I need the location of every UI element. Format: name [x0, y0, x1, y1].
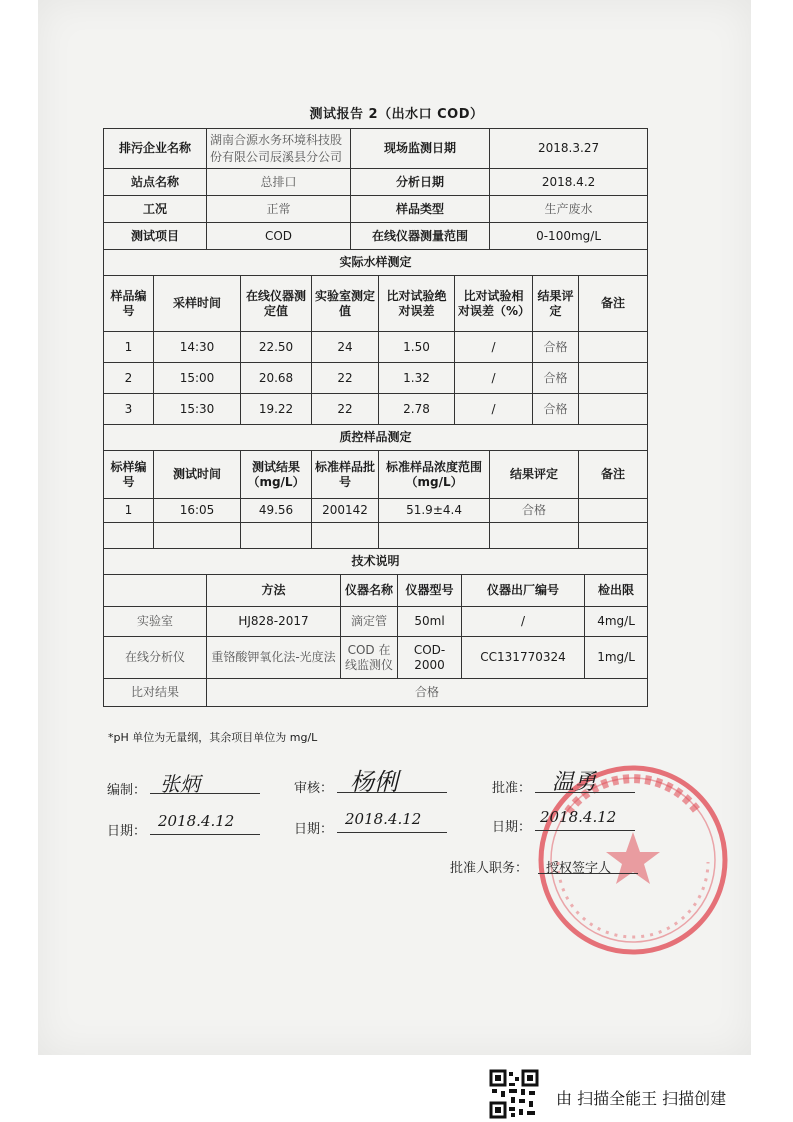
actual-section-title: 实际水样测定: [104, 250, 648, 276]
approver-title-line: [538, 873, 638, 874]
analysis-date-label: 分析日期: [351, 169, 490, 196]
cell: 15:30: [154, 394, 241, 425]
qc-header: 标准样品批号: [312, 451, 379, 499]
sample-type-label: 样品类型: [351, 196, 490, 223]
tech-header-row: [104, 575, 648, 607]
compare-label: 比对结果: [104, 679, 207, 707]
qc-header: 测试结果（mg/L）: [241, 451, 312, 499]
report-title: 测试报告 2（出水口 COD）: [309, 107, 484, 122]
table-row: [104, 499, 648, 523]
cell: 50ml: [398, 607, 462, 637]
cell: CC131770324: [462, 637, 585, 679]
info-row-item: [104, 223, 648, 250]
review-date-label: 日期：: [294, 822, 334, 837]
tech-header: 方法: [207, 575, 341, 607]
cell: 22: [312, 394, 379, 425]
cell: [579, 499, 648, 523]
cell: 滴定管: [341, 607, 398, 637]
compare-row: [104, 679, 648, 707]
cell: /: [462, 607, 585, 637]
actual-header: 比对试验绝对误差: [379, 276, 455, 332]
company-label: 排污企业名称: [104, 129, 207, 169]
table-row: [104, 637, 648, 679]
cell: 合格: [533, 332, 579, 363]
actual-header: 在线仪器测定值: [241, 276, 312, 332]
tech-section-row: [104, 549, 648, 575]
approve-signature: 温勇: [552, 770, 597, 795]
prepared-date: 2018.4.12: [158, 812, 235, 830]
cell: 51.9±4.4: [379, 499, 490, 523]
cell: [579, 363, 648, 394]
cell: 1: [104, 332, 154, 363]
cell: 1.32: [379, 363, 455, 394]
cell: 1.50: [379, 332, 455, 363]
cell: 合格: [533, 363, 579, 394]
qc-header: 测试时间: [154, 451, 241, 499]
analysis-date-value: 2018.4.2: [490, 169, 648, 196]
cell: 4mg/L: [585, 607, 648, 637]
approve-label: 批准：: [492, 781, 532, 796]
cell: 22.50: [241, 332, 312, 363]
cell: 合格: [490, 499, 579, 523]
qc-header: 标准样品浓度范围（mg/L）: [379, 451, 490, 499]
footer-text: 由 扫描全能王 扫描创建: [556, 1089, 727, 1108]
site-date-value: 2018.3.27: [490, 129, 648, 169]
actual-header: 采样时间: [154, 276, 241, 332]
actual-header: 比对试验相对误差（%）: [455, 276, 533, 332]
cell: 19.22: [241, 394, 312, 425]
cell: 合格: [533, 394, 579, 425]
cell: 15:00: [154, 363, 241, 394]
cell: 14:30: [154, 332, 241, 363]
info-row-condition: [104, 196, 648, 223]
station-label: 站点名称: [104, 169, 207, 196]
prepared-date-label: 日期：: [107, 824, 147, 839]
cell: 24: [312, 332, 379, 363]
cell: 22: [312, 363, 379, 394]
cell: 实验室: [104, 607, 207, 637]
condition-value: 正常: [207, 196, 351, 223]
item-label: 测试项目: [104, 223, 207, 250]
actual-header: 实验室测定值: [312, 276, 379, 332]
cell: [579, 394, 648, 425]
actual-section-row: [104, 250, 648, 276]
qr-code-icon: [489, 1069, 539, 1119]
review-date: 2018.4.12: [345, 810, 422, 828]
cell: /: [455, 394, 533, 425]
info-row-station: [104, 169, 648, 196]
approver-title-label: 批准人职务：: [450, 861, 529, 876]
cell: /: [455, 332, 533, 363]
actual-header: 备注: [579, 276, 648, 332]
cell: 1: [104, 499, 154, 523]
cell: HJ828-2017: [207, 607, 341, 637]
tech-header: 检出限: [585, 575, 648, 607]
prepared-date-line: [150, 834, 260, 835]
tech-header: 仪器名称: [341, 575, 398, 607]
cell: 2: [104, 363, 154, 394]
approve-date: 2018.4.12: [540, 808, 617, 826]
range-value: 0-100mg/L: [490, 223, 648, 250]
table-row: [104, 607, 648, 637]
prepared-label: 编制：: [107, 783, 147, 798]
table-row-empty: [104, 523, 648, 549]
cell: [579, 332, 648, 363]
approver-title-value: 授权签字人: [546, 861, 612, 876]
sample-type-value: 生产废水: [490, 196, 648, 223]
cell: COD 在线监测仪: [341, 637, 398, 679]
review-date-line: [337, 832, 447, 833]
qc-header: 标样编号: [104, 451, 154, 499]
range-label: 在线仪器测量范围: [351, 223, 490, 250]
qc-section-row: [104, 425, 648, 451]
condition-label: 工况: [104, 196, 207, 223]
approve-date-line: [535, 830, 635, 831]
site-date-label: 现场监测日期: [351, 129, 490, 169]
cell: 49.56: [241, 499, 312, 523]
cell: 16:05: [154, 499, 241, 523]
item-value: COD: [207, 223, 351, 250]
prepared-signature: 张炳: [160, 772, 200, 796]
cell: /: [455, 363, 533, 394]
review-label: 审核：: [294, 781, 334, 796]
qc-section-title: 质控样品测定: [104, 425, 648, 451]
table-row: [104, 363, 648, 394]
cell: 1mg/L: [585, 637, 648, 679]
actual-header: 样品编号: [104, 276, 154, 332]
actual-header: 结果评定: [533, 276, 579, 332]
report-table: [103, 128, 648, 707]
approve-date-label: 日期：: [492, 820, 532, 835]
qc-header: 结果评定: [490, 451, 579, 499]
tech-section-title: 技术说明: [104, 549, 648, 575]
qc-header-row: [104, 451, 648, 499]
compare-value: 合格: [207, 679, 648, 707]
cell: 重铬酸钾氧化法-光度法: [207, 637, 341, 679]
cell: 3: [104, 394, 154, 425]
table-row: [104, 394, 648, 425]
tech-header: 仪器型号: [398, 575, 462, 607]
cell: 在线分析仪: [104, 637, 207, 679]
actual-header-row: [104, 276, 648, 332]
table-row: [104, 332, 648, 363]
review-signature: 杨俐: [350, 768, 398, 796]
info-row-company: [104, 129, 648, 169]
cell: COD-2000: [398, 637, 462, 679]
cell: 2.78: [379, 394, 455, 425]
qc-header: 备注: [579, 451, 648, 499]
cell: 20.68: [241, 363, 312, 394]
station-value: 总排口: [207, 169, 351, 196]
unit-note: *pH 单位为无量纲，其余项目单位为 mg/L: [108, 731, 318, 744]
cell: 200142: [312, 499, 379, 523]
tech-header: 仪器出厂编号: [462, 575, 585, 607]
company-value: 湖南合源水务环境科技股份有限公司辰溪县分公司: [207, 129, 351, 169]
